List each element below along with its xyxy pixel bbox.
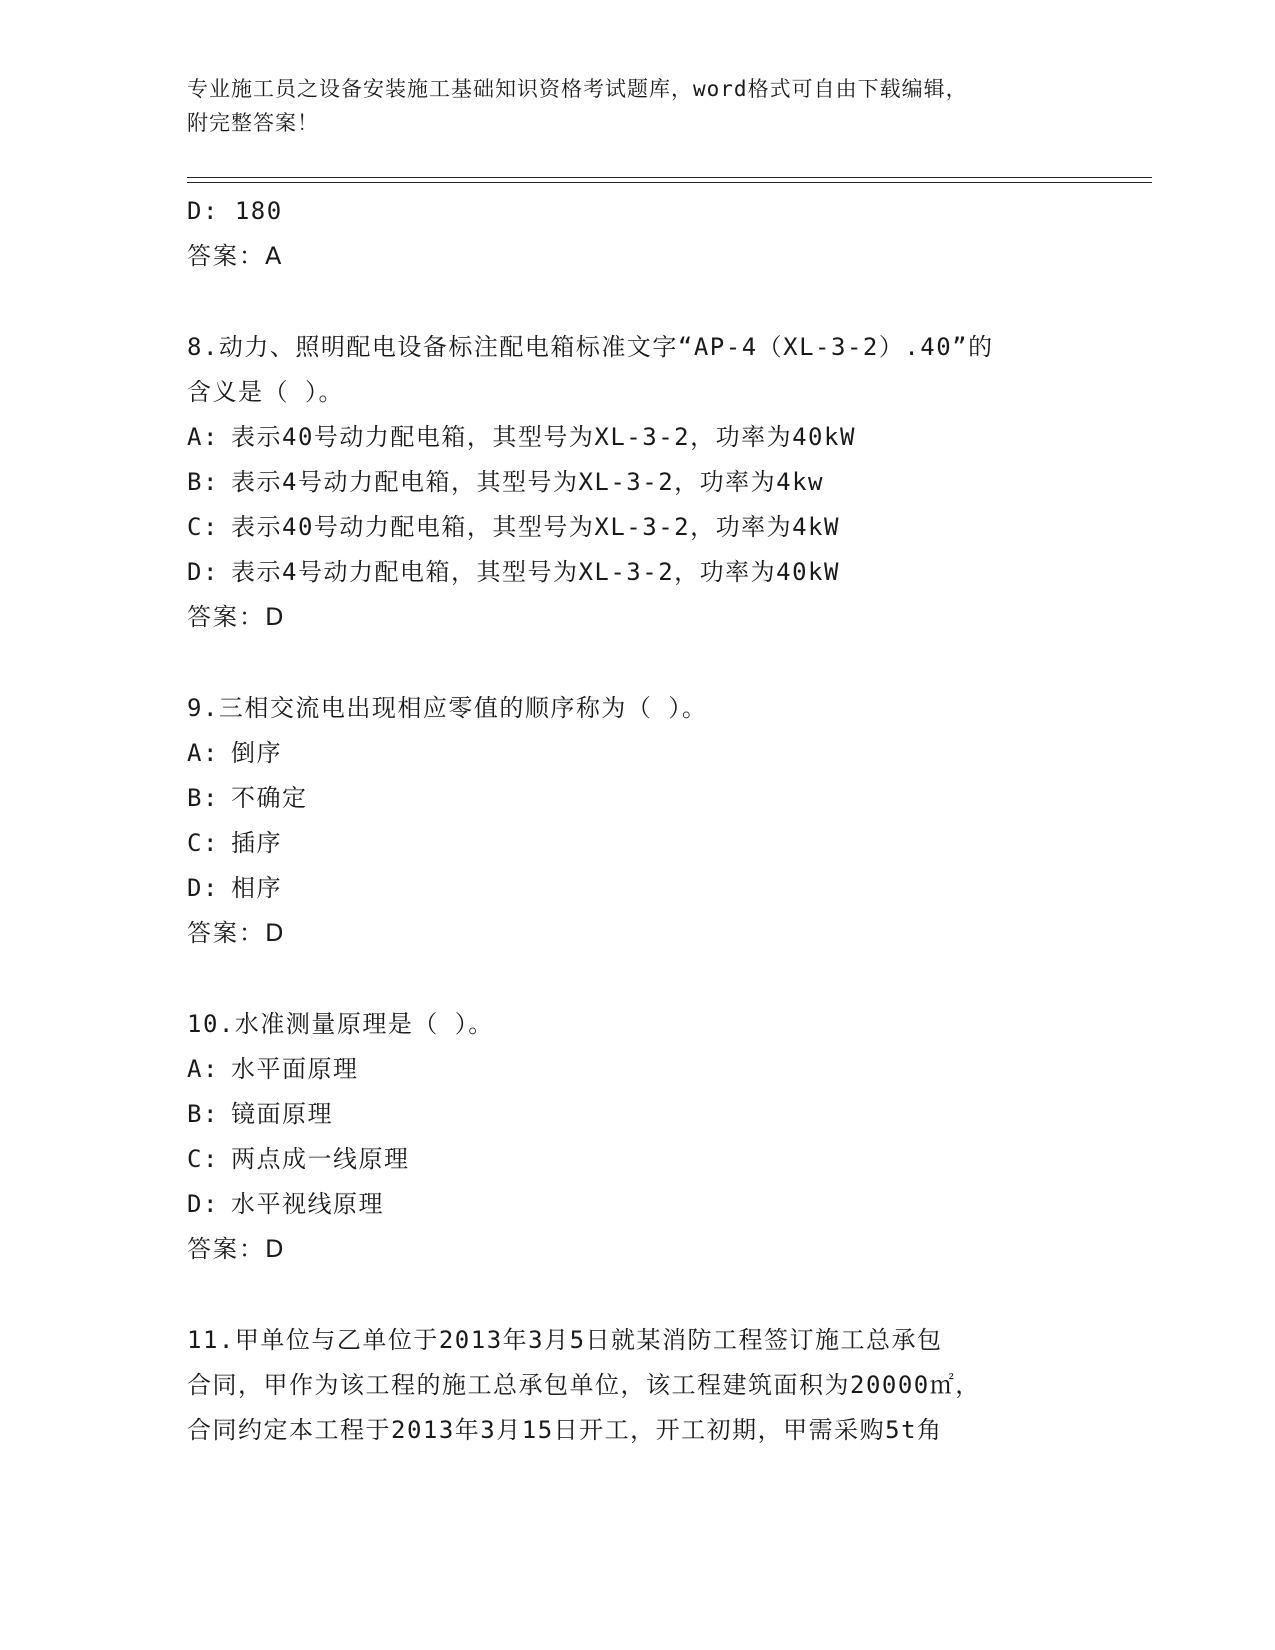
option-a <box>187 1047 1087 1092</box>
question-stem: 8.动力、照明配电设备标注配电箱标准文字“AP-4（XL-3-2）.40”的 <box>187 333 994 361</box>
option-b <box>187 460 1087 505</box>
header-rule-top <box>187 177 1152 178</box>
option-text: 插序 <box>231 829 282 857</box>
option-key: C: <box>187 513 219 541</box>
option-key: D: <box>187 558 219 586</box>
option-b <box>187 776 1087 821</box>
document-header <box>187 72 1087 140</box>
question-10 <box>187 1002 1087 1272</box>
option-key: A: <box>187 1055 219 1083</box>
question-9 <box>187 686 1087 956</box>
prev-option-d: D: 180 <box>187 197 283 225</box>
option-key: D: <box>187 1190 219 1218</box>
option-key: C: <box>187 1145 219 1173</box>
spacer <box>187 956 1087 1002</box>
question-stem: 10.水准测量原理是（ ）。 <box>187 1010 494 1038</box>
question-stem: 含义是（ ）。 <box>187 378 344 406</box>
option-text: 不确定 <box>231 784 308 812</box>
question-content <box>187 189 1087 1453</box>
question-stem: 11.甲单位与乙单位于2013年3月5日就某消防工程签订施工总承包 <box>187 1326 943 1354</box>
option-c <box>187 821 1087 866</box>
option-text: 水平视线原理 <box>231 1190 384 1218</box>
spacer <box>187 279 1087 325</box>
option-text: 镜面原理 <box>231 1100 333 1128</box>
option-text: 表示4号动力配电箱，其型号为XL-3-2，功率为4kw <box>231 468 824 496</box>
option-text: 相序 <box>231 874 282 902</box>
question-11 <box>187 1318 1087 1453</box>
option-c <box>187 505 1087 550</box>
header-line-2: 附完整答案！ <box>187 111 319 135</box>
option-key: B: <box>187 468 219 496</box>
prev-answer: 答案：A <box>187 242 284 270</box>
option-text: 表示4号动力配电箱，其型号为XL-3-2，功率为40kW <box>231 558 840 586</box>
option-key: A: <box>187 423 219 451</box>
option-key: C: <box>187 829 219 857</box>
question-stem: 9.三相交流电出现相应零值的顺序称为（ ）。 <box>187 694 708 722</box>
answer: 答案：D <box>187 919 286 947</box>
spacer <box>187 1272 1087 1318</box>
option-key: D: <box>187 874 219 902</box>
option-key: A: <box>187 739 219 767</box>
spacer <box>187 640 1087 686</box>
header-line-1: 专业施工员之设备安装施工基础知识资格考试题库，word格式可自由下载编辑， <box>187 77 968 101</box>
header-rule-bottom <box>187 182 1152 183</box>
option-c <box>187 1137 1087 1182</box>
option-key: B: <box>187 1100 219 1128</box>
option-key: B: <box>187 784 219 812</box>
answer: 答案：D <box>187 1235 286 1263</box>
question-8 <box>187 325 1087 640</box>
option-text: 倒序 <box>231 739 282 767</box>
option-a <box>187 731 1087 776</box>
option-text: 表示40号动力配电箱，其型号为XL-3-2，功率为40kW <box>231 423 856 451</box>
option-d <box>187 550 1087 595</box>
option-d <box>187 1182 1087 1227</box>
option-a <box>187 415 1087 460</box>
question-stem: 合同，甲作为该工程的施工总承包单位，该工程建筑面积为20000㎡， <box>187 1371 981 1399</box>
option-b <box>187 1092 1087 1137</box>
answer: 答案：D <box>187 603 286 631</box>
option-text: 表示40号动力配电箱，其型号为XL-3-2，功率为4kW <box>231 513 840 541</box>
option-d <box>187 866 1087 911</box>
question-stem: 合同约定本工程于2013年3月15日开工，开工初期，甲需采购5t角 <box>187 1416 943 1444</box>
option-text: 水平面原理 <box>231 1055 359 1083</box>
option-text: 两点成一线原理 <box>231 1145 410 1173</box>
